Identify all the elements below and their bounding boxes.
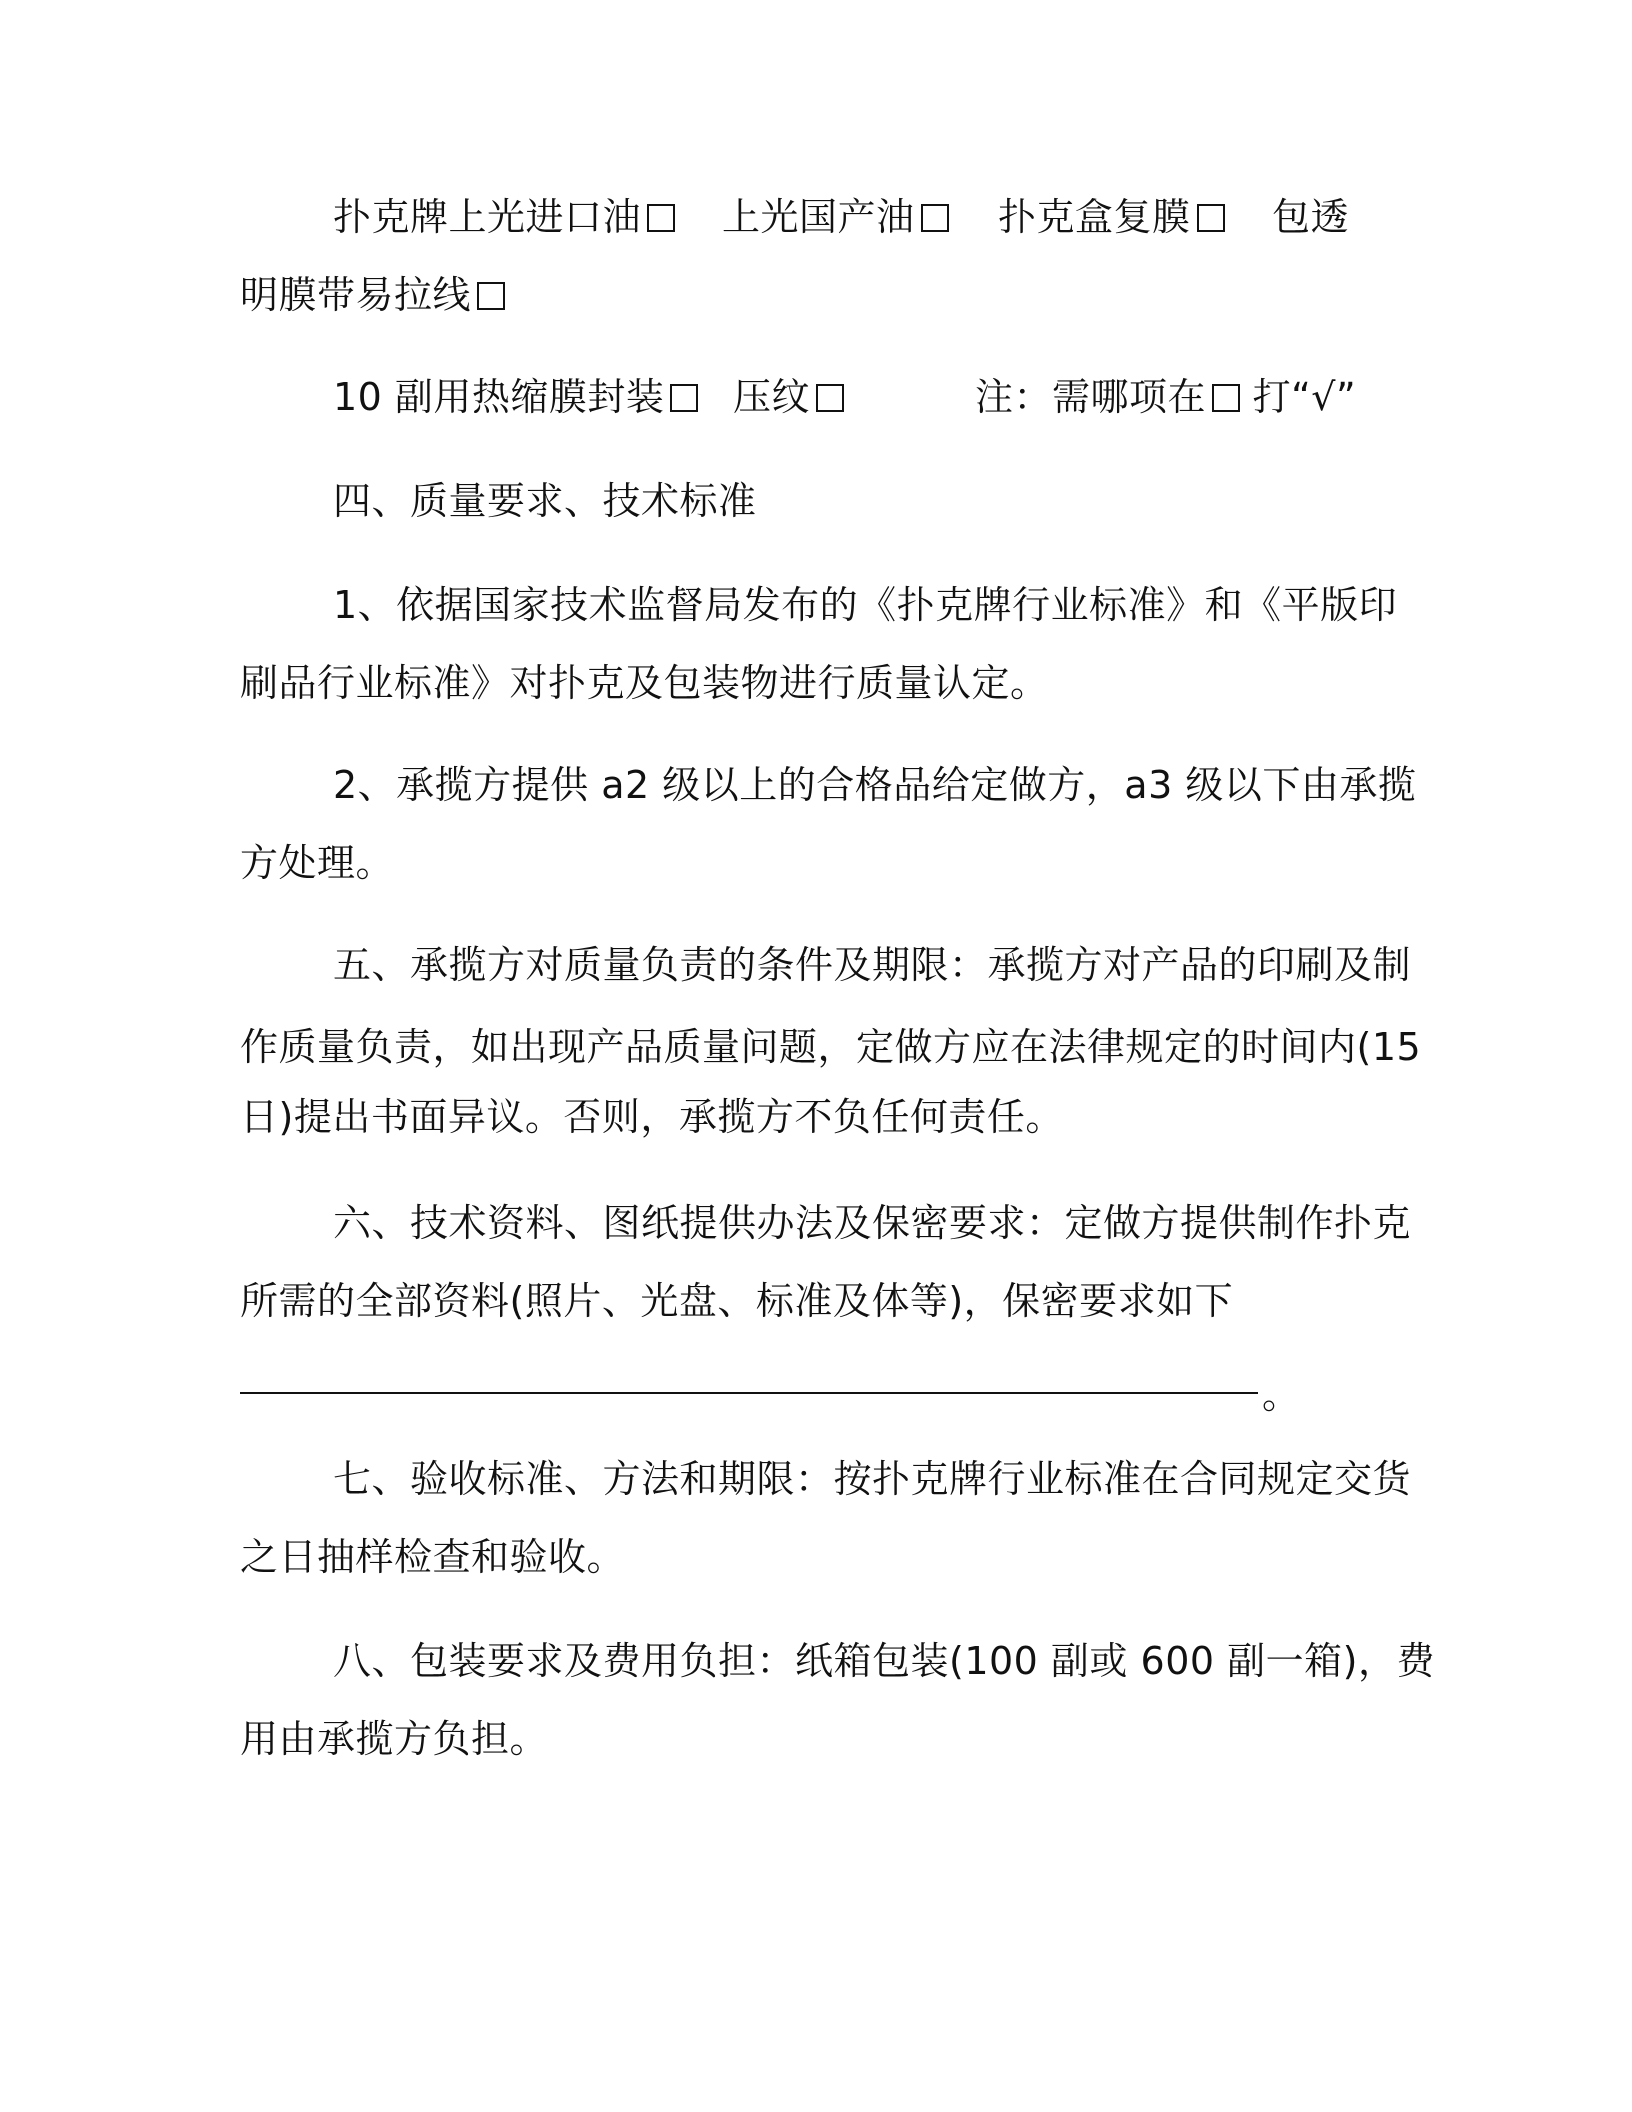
section-4-2-line2: 方处理。 [240,841,395,885]
option-domestic-oil-label: 上光国产油 [722,195,915,239]
section-6-line2: 所需的全部资料(照片、光盘、标准及体等)，保密要求如下 [240,1279,1234,1323]
option-embossing-label: 压纹 [733,375,811,419]
option-box-lamination-label: 扑克盒复膜 [998,195,1191,239]
option-transparent-film-label-part1: 包透 [1272,195,1350,239]
checkbox-imported-oil[interactable] [647,204,675,232]
section-8-line1: 八、包装要求及费用负担：纸箱包装(100 副或 600 副一箱)，费 [333,1639,1435,1683]
note-checkbox-sample [1212,384,1240,412]
section-4-1-line2: 刷品行业标准》对扑克及包装物进行质量认定。 [240,661,1049,705]
option-shrink-wrap [333,372,698,422]
option-box-lamination [998,192,1225,242]
section-6-end-period: 。 [1262,1373,1301,1417]
section-5-line3: 日)提出书面异议。否则，承揽方不负任何责任。 [240,1095,1064,1139]
option-shrink-wrap-label: 10 副用热缩膜封装 [333,375,665,419]
checkbox-note [975,372,1356,422]
section-5-line2: 作质量负责，如出现产品质量问题，定做方应在法律规定的时间内(15 [240,1025,1422,1069]
section-7-line1: 七、验收标准、方法和期限：按扑克牌行业标准在合同规定交货 [333,1457,1412,1501]
checkbox-transparent-film[interactable] [477,282,505,310]
checkbox-domestic-oil[interactable] [921,204,949,232]
option-imported-oil-label: 扑克牌上光进口油 [333,195,642,239]
checkbox-box-lamination[interactable] [1197,204,1225,232]
option-embossing [733,372,844,422]
option-imported-oil [333,192,675,242]
confidentiality-blank-line [240,1392,1258,1394]
option-transparent-film-label-part2: 明膜带易拉线 [240,273,472,317]
checkbox-embossing[interactable] [816,384,844,412]
option-domestic-oil [722,192,949,242]
section-7-line2: 之日抽样检查和验收。 [240,1535,626,1579]
section-5-line1: 五、承揽方对质量负责的条件及期限：承揽方对产品的印刷及制 [333,943,1412,987]
checkbox-note-part1: 注：需哪项在 [975,375,1207,419]
checkbox-note-part2: 打“√” [1252,375,1357,419]
section-4-title: 四、质量要求、技术标准 [333,479,757,523]
section-8-line2: 用由承揽方负担。 [240,1717,549,1761]
checkbox-shrink-wrap[interactable] [670,384,698,412]
options-row-1-continued [240,270,505,320]
section-6-line1: 六、技术资料、图纸提供办法及保密要求：定做方提供制作扑克 [333,1201,1412,1245]
section-4-2-line1: 2、承揽方提供 a2 级以上的合格品给定做方，a3 级以下由承揽 [333,763,1417,807]
section-4-1-line1: 1、依据国家技术监督局发布的《扑克牌行业标准》和《平版印 [333,583,1398,627]
